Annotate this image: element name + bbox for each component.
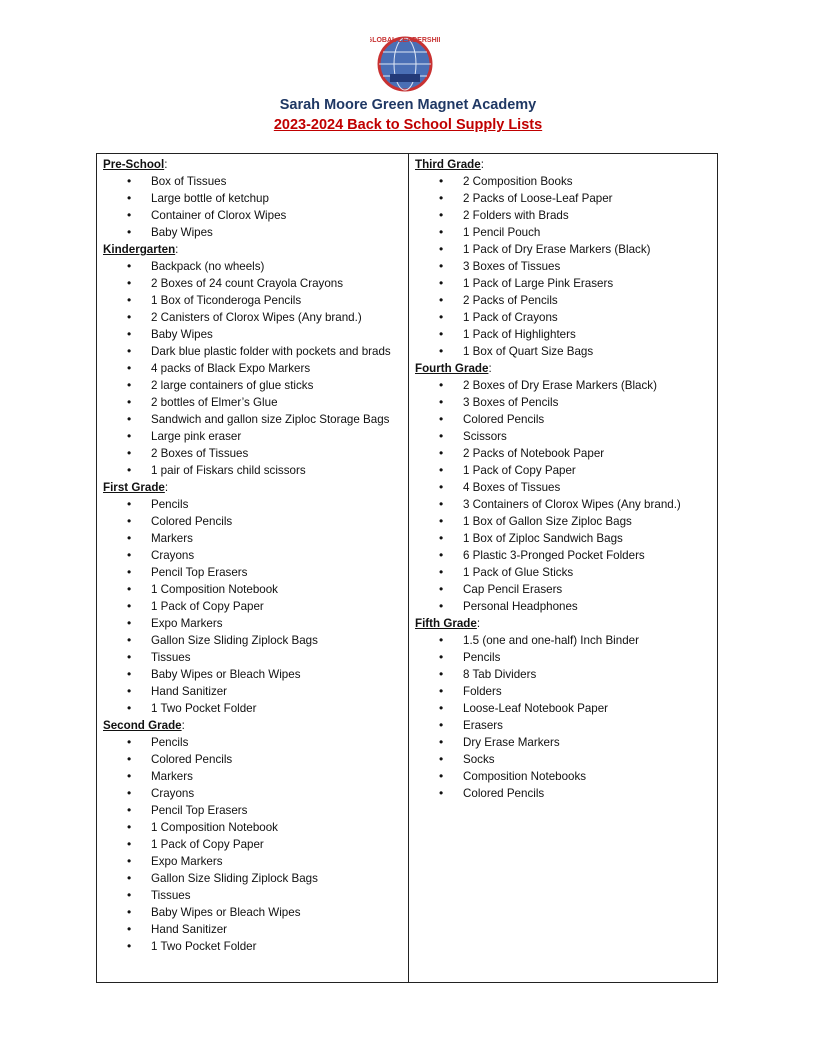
- list-item: • Colored Pencils: [415, 411, 713, 428]
- supply-list-first-grade: [103, 496, 401, 717]
- section-heading-kindergarten: Kindergarten:: [103, 243, 179, 256]
- section-heading-first-grade: First Grade:: [103, 481, 169, 494]
- list-item: • 2 Packs of Loose-Leaf Paper: [415, 190, 713, 207]
- list-item: • 3 Boxes of Tissues: [415, 258, 713, 275]
- list-item: • Sandwich and gallon size Ziploc Storage Bags: [103, 411, 401, 428]
- list-title: 2023-2024 Back to School Supply Lists: [273, 117, 543, 133]
- list-item: • Crayons: [103, 785, 401, 802]
- list-item: • Colored Pencils: [103, 513, 401, 530]
- list-item: • Expo Markers: [103, 853, 401, 870]
- list-item: • 2 Packs of Notebook Paper: [415, 445, 713, 462]
- list-item: • 1 Pack of Copy Paper: [103, 598, 401, 615]
- supply-list-pre-school: [103, 173, 401, 241]
- list-item: • Loose-Leaf Notebook Paper: [415, 700, 713, 717]
- list-item: • Pencils: [103, 496, 401, 513]
- list-item: • 1 Pack of Large Pink Erasers: [415, 275, 713, 292]
- list-item: • 2 Packs of Pencils: [415, 292, 713, 309]
- list-item: • Large bottle of ketchup: [103, 190, 401, 207]
- supply-list-table: [96, 153, 718, 983]
- supply-list-fourth-grade: [415, 377, 713, 615]
- grade-heading-text: Third Grade: [415, 158, 481, 171]
- list-item: • 1 Composition Notebook: [103, 819, 401, 836]
- list-item: • 2 Canisters of Clorox Wipes (Any brand.): [103, 309, 401, 326]
- list-item: • Scissors: [415, 428, 713, 445]
- supply-list-fifth-grade: [415, 632, 713, 802]
- list-item: • 1 Pack of Highlighters: [415, 326, 713, 343]
- list-item: • Erasers: [415, 717, 713, 734]
- grade-heading-text: Pre-School: [103, 158, 165, 171]
- list-item: • Colored Pencils: [415, 785, 713, 802]
- list-item: • Cap Pencil Erasers: [415, 581, 713, 598]
- list-item: • Markers: [103, 530, 401, 547]
- list-item: • 2 Boxes of Tissues: [103, 445, 401, 462]
- list-item: • 1 pair of Fiskars child scissors: [103, 462, 401, 479]
- list-item: • Gallon Size Sliding Ziplock Bags: [103, 870, 401, 887]
- list-item: • Tissues: [103, 887, 401, 904]
- list-item: • 1 Pack of Crayons: [415, 309, 713, 326]
- list-item: • 2 Boxes of 24 count Crayola Crayons: [103, 275, 401, 292]
- list-item: • Pencil Top Erasers: [103, 564, 401, 581]
- list-item: • 1 Pack of Copy Paper: [103, 836, 401, 853]
- left-column: [103, 156, 401, 955]
- grade-heading-text: Fourth Grade: [415, 362, 489, 375]
- list-item: • 1 Pack of Copy Paper: [415, 462, 713, 479]
- list-item: • Container of Clorox Wipes: [103, 207, 401, 224]
- list-item: • Hand Sanitizer: [103, 683, 401, 700]
- list-item: • Pencils: [415, 649, 713, 666]
- list-item: • Markers: [103, 768, 401, 785]
- list-item: • 1 Box of Ziploc Sandwich Bags: [415, 530, 713, 547]
- list-item: • 1 Box of Quart Size Bags: [415, 343, 713, 360]
- list-item: • 1 Two Pocket Folder: [103, 700, 401, 717]
- list-item: • Dry Erase Markers: [415, 734, 713, 751]
- list-item: • 1 Pack of Dry Erase Markers (Black): [415, 241, 713, 258]
- grade-heading-text: Second Grade: [103, 719, 182, 732]
- list-item: • 3 Containers of Clorox Wipes (Any brand.): [415, 496, 713, 513]
- list-item: • 1 Box of Gallon Size Ziploc Bags: [415, 513, 713, 530]
- list-item: • 2 bottles of Elmer’s Glue: [103, 394, 401, 411]
- list-item: • Baby Wipes: [103, 224, 401, 241]
- list-item: • 1.5 (one and one-half) Inch Binder: [415, 632, 713, 649]
- list-item: • Personal Headphones: [415, 598, 713, 615]
- list-item: • 1 Box of Ticonderoga Pencils: [103, 292, 401, 309]
- list-item: • Backpack (no wheels): [103, 258, 401, 275]
- list-item: • 1 Two Pocket Folder: [103, 938, 401, 955]
- list-item: • Baby Wipes or Bleach Wipes: [103, 904, 401, 921]
- supply-list-kindergarten: [103, 258, 401, 479]
- section-heading-fifth-grade: Fifth Grade:: [415, 617, 481, 630]
- school-name: Sarah Moore Green Magnet Academy: [279, 97, 537, 113]
- logo-lettering: GLOBAL LEADERSHIP: [370, 37, 440, 44]
- column-divider: [408, 154, 409, 982]
- list-item: • Composition Notebooks: [415, 768, 713, 785]
- list-item: • Baby Wipes: [103, 326, 401, 343]
- supply-list-second-grade: [103, 734, 401, 955]
- list-item: • Box of Tissues: [103, 173, 401, 190]
- list-item: • Socks: [415, 751, 713, 768]
- list-item: • 4 packs of Black Expo Markers: [103, 360, 401, 377]
- list-item: • Dark blue plastic folder with pockets and brads: [103, 343, 401, 360]
- list-item: • 4 Boxes of Tissues: [415, 479, 713, 496]
- list-item: • Tissues: [103, 649, 401, 666]
- list-item: • 2 Boxes of Dry Erase Markers (Black): [415, 377, 713, 394]
- list-item: • 6 Plastic 3-Pronged Pocket Folders: [415, 547, 713, 564]
- list-item: • Gallon Size Sliding Ziplock Bags: [103, 632, 401, 649]
- list-item: • Crayons: [103, 547, 401, 564]
- section-heading-fourth-grade: Fourth Grade:: [415, 362, 492, 375]
- list-item: • Folders: [415, 683, 713, 700]
- section-heading-pre-school: Pre-School:: [103, 158, 168, 171]
- grade-heading-text: Kindergarten: [103, 243, 176, 256]
- grade-heading-text: First Grade: [103, 481, 165, 494]
- list-item: • Pencil Top Erasers: [103, 802, 401, 819]
- list-item: • 1 Pencil Pouch: [415, 224, 713, 241]
- list-item: • 2 Folders with Brads: [415, 207, 713, 224]
- list-item: • Large pink eraser: [103, 428, 401, 445]
- section-heading-second-grade: Second Grade:: [103, 719, 185, 732]
- list-item: • 3 Boxes of Pencils: [415, 394, 713, 411]
- supply-list-third-grade: [415, 173, 713, 360]
- list-item: • Baby Wipes or Bleach Wipes: [103, 666, 401, 683]
- list-item: • 1 Pack of Glue Sticks: [415, 564, 713, 581]
- right-column: [415, 156, 713, 802]
- list-item: • 2 large containers of glue sticks: [103, 377, 401, 394]
- list-item: • Colored Pencils: [103, 751, 401, 768]
- list-item: • 2 Composition Books: [415, 173, 713, 190]
- list-item: • 8 Tab Dividers: [415, 666, 713, 683]
- section-heading-third-grade: Third Grade:: [415, 158, 484, 171]
- school-logo: [370, 30, 440, 94]
- grade-heading-text: Fifth Grade: [415, 617, 477, 630]
- list-item: • Hand Sanitizer: [103, 921, 401, 938]
- list-item: • Expo Markers: [103, 615, 401, 632]
- list-item: • 1 Composition Notebook: [103, 581, 401, 598]
- list-item: • Pencils: [103, 734, 401, 751]
